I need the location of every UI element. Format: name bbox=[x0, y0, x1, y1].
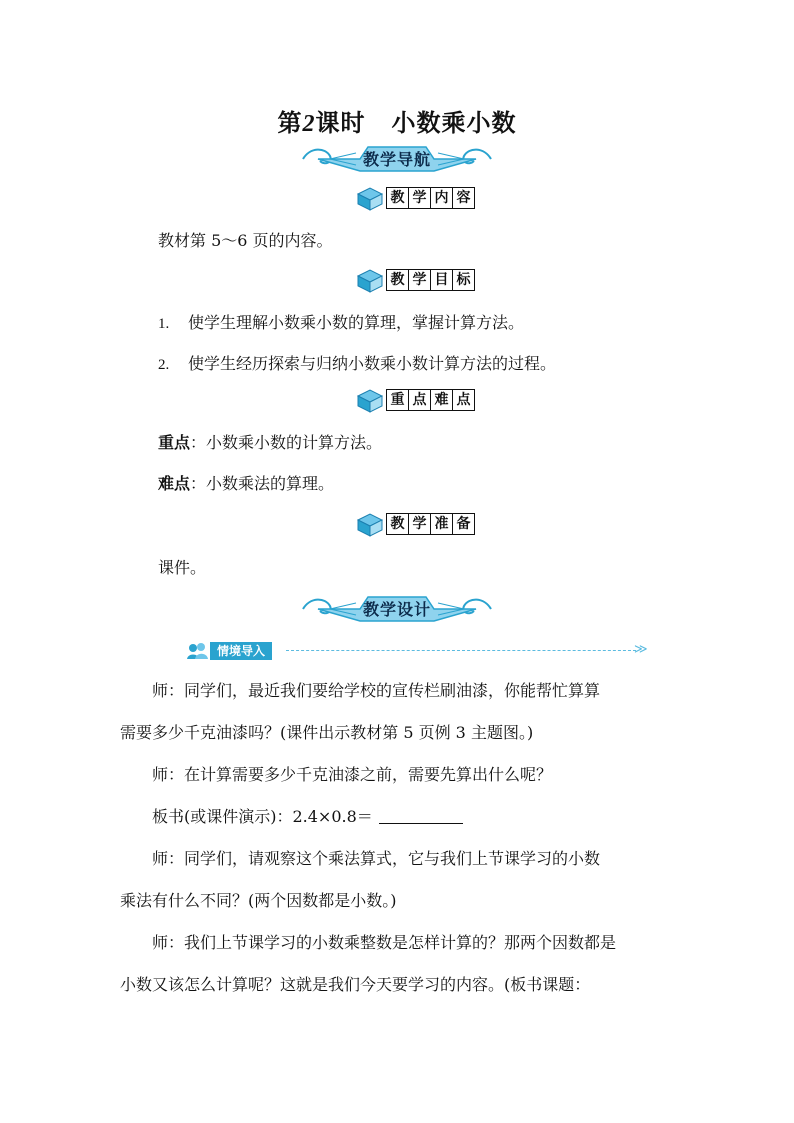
heading-char: 标 bbox=[456, 272, 471, 288]
heading-char: 难 bbox=[431, 390, 453, 410]
heading-char: 教 bbox=[387, 270, 409, 290]
board-writing-text: 板书(或课件演示)：2.4×0.8＝ bbox=[152, 807, 373, 826]
goal-item bbox=[158, 353, 556, 376]
section-tag-label: 情境导入 bbox=[210, 642, 272, 660]
heading-char: 点 bbox=[409, 390, 431, 410]
heading-teaching-content bbox=[355, 186, 480, 212]
double-chevron-icon: ≫ bbox=[634, 642, 648, 657]
heading-char: 学 bbox=[409, 270, 431, 290]
title-suffix: 课时 bbox=[315, 109, 366, 137]
heading-char: 教 bbox=[387, 514, 409, 534]
heading-char: 学 bbox=[409, 188, 431, 208]
section-divider bbox=[286, 650, 636, 651]
heading-char: 备 bbox=[456, 516, 471, 532]
body-line: 乘法有什么不同？(两个因数都是小数。) bbox=[120, 891, 397, 910]
heading-char: 教 bbox=[387, 188, 409, 208]
goal-text: 使学生经历探索与归纳小数乘小数计算方法的过程。 bbox=[188, 354, 557, 373]
goal-text: 使学生理解小数乘小数的算理，掌握计算方法。 bbox=[188, 313, 525, 332]
heading-chars bbox=[386, 269, 475, 291]
answer-blank bbox=[379, 807, 463, 824]
body-line: 师：同学们，最近我们要给学校的宣传栏刷油漆，你能帮忙算算 bbox=[152, 681, 601, 700]
goal-number: 1. bbox=[158, 316, 170, 332]
content-text: 教材第 5～6 页的内容。 bbox=[158, 231, 333, 250]
heading-char: 内 bbox=[431, 188, 453, 208]
key-point-text: ：小数乘小数的计算方法。 bbox=[190, 433, 383, 452]
heading-char: 学 bbox=[409, 514, 431, 534]
section-tag bbox=[186, 641, 656, 661]
heading-key-points bbox=[355, 388, 480, 414]
difficult-point-text: ：小数乘法的算理。 bbox=[190, 474, 335, 493]
goal-item bbox=[158, 312, 524, 335]
heading-teaching-prep bbox=[355, 512, 480, 538]
heading-char: 准 bbox=[431, 514, 453, 534]
prep-text: 课件。 bbox=[158, 558, 207, 577]
banner-teaching-design bbox=[0, 592, 794, 626]
body-line: 师：我们上节课学习的小数乘整数是怎样计算的？那两个因数都是 bbox=[152, 933, 617, 952]
key-point bbox=[158, 432, 382, 454]
heading-chars bbox=[386, 187, 475, 209]
key-point-label: 重点 bbox=[158, 433, 191, 452]
body-line bbox=[152, 806, 463, 828]
body-line: 师：同学们，请观察这个乘法算式，它与我们上节课学习的小数 bbox=[152, 849, 601, 868]
body-line: 需要多少千克油漆吗？(课件出示教材第 5 页例 3 主题图。) bbox=[120, 723, 534, 742]
heading-chars bbox=[386, 513, 475, 535]
difficult-point-label: 难点 bbox=[158, 474, 191, 493]
heading-char: 目 bbox=[431, 270, 453, 290]
banner-teaching-design-text: 教学设计 bbox=[362, 600, 431, 619]
difficult-point bbox=[158, 473, 334, 495]
heading-teaching-goals bbox=[355, 268, 480, 294]
heading-char: 重 bbox=[387, 390, 409, 410]
body-line: 师：在计算需要多少千克油漆之前，需要先算出什么呢？ bbox=[152, 765, 553, 784]
title-number: 2 bbox=[302, 111, 316, 137]
people-icon bbox=[186, 641, 210, 661]
heading-char: 容 bbox=[456, 190, 471, 206]
book-icon bbox=[355, 512, 385, 538]
body-line: 小数又该怎么计算呢？这就是我们今天要学习的内容。(板书课题： bbox=[120, 975, 591, 994]
heading-char: 点 bbox=[456, 392, 471, 408]
title-topic: 小数乘小数 bbox=[391, 109, 517, 137]
page-title bbox=[0, 103, 794, 138]
book-icon bbox=[355, 268, 385, 294]
title-prefix: 第 bbox=[277, 109, 303, 137]
goal-number: 2. bbox=[158, 357, 170, 373]
banner-teaching-guide-text: 教学导航 bbox=[362, 150, 431, 169]
book-icon bbox=[355, 388, 385, 414]
heading-chars bbox=[386, 389, 475, 411]
book-icon bbox=[355, 186, 385, 212]
banner-teaching-guide bbox=[0, 142, 794, 176]
